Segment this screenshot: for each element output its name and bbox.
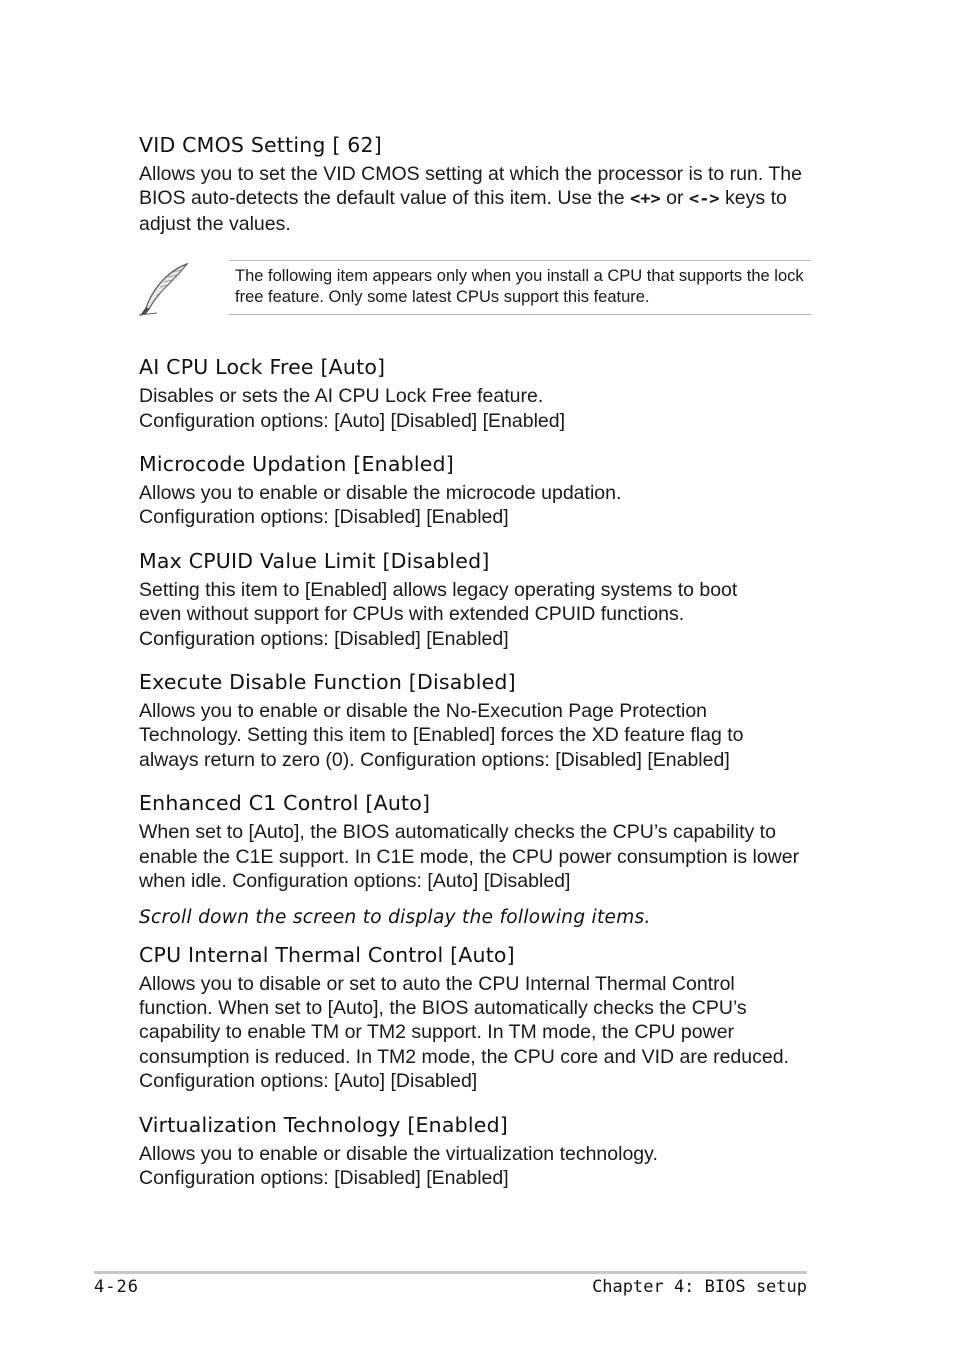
note-box bbox=[229, 260, 811, 315]
page-content bbox=[139, 128, 809, 1204]
section-virtualization-technology bbox=[139, 1108, 809, 1191]
footer-divider bbox=[94, 1271, 807, 1274]
section-title: Virtualization Technology [Enabled] bbox=[139, 1112, 508, 1137]
section-title: VID CMOS Setting [ 62] bbox=[139, 133, 382, 157]
section-line: Allows you to disable or set to auto the CPU Internal Thermal Control bbox=[139, 972, 735, 995]
section-ai-cpu-lock-free bbox=[139, 350, 809, 433]
section-line: Technology. Setting this item to [Enabled] forces the XD feature flag to bbox=[139, 724, 744, 747]
section-line: function. When set to [Auto], the BIOS automatically checks the CPU’s bbox=[139, 996, 747, 1019]
section-line: When set to [Auto], the BIOS automatically checks the CPU’s capability to bbox=[139, 821, 776, 844]
section-title: Execute Disable Function [Disabled] bbox=[139, 670, 516, 695]
scroll-note: Scroll down the screen to display the following items. bbox=[139, 906, 651, 928]
section-line: always return to zero (0). Configuration options: [Disabled] [Enabled] bbox=[139, 748, 730, 771]
plus-key: <+> bbox=[630, 189, 661, 210]
section-line: Configuration options: [Disabled] [Enabled] bbox=[139, 506, 509, 529]
section-line: Allows you to enable or disable the microcode updation. bbox=[139, 482, 622, 505]
section-line: enable the C1E support. In C1E mode, the CPU power consumption is lower bbox=[139, 845, 800, 868]
section-line: Configuration options: [Auto] [Disabled] bbox=[139, 1070, 478, 1093]
section-line: Setting this item to [Enabled] allows legacy operating systems to boot bbox=[139, 578, 738, 601]
chapter-title: Chapter 4: BIOS setup bbox=[592, 1277, 807, 1297]
note-text: The following item appears only when you install a CPU that supports the lock free feature. Only some latest CPUs support this feature. bbox=[235, 267, 804, 307]
description-part: keys to adjust the values. bbox=[139, 187, 787, 235]
section-vid-cmos-setting bbox=[139, 128, 809, 236]
section-title: CPU Internal Thermal Control [Auto] bbox=[139, 942, 515, 967]
minus-key: <-> bbox=[688, 189, 720, 210]
description-part: or bbox=[660, 187, 689, 210]
section-line: capability to enable TM or TM2 support. In TM mode, the CPU power bbox=[139, 1021, 735, 1044]
section-microcode-updation bbox=[139, 447, 809, 530]
section-line: Disables or sets the AI CPU Lock Free feature. bbox=[139, 385, 544, 408]
section-title: Microcode Updation [Enabled] bbox=[139, 452, 454, 477]
section-title: AI CPU Lock Free [Auto] bbox=[139, 355, 386, 380]
page-number: 4-26 bbox=[94, 1277, 139, 1297]
section-line: Allows you to enable or disable the virtualization technology. bbox=[139, 1142, 658, 1165]
feather-pen-icon bbox=[137, 262, 191, 316]
section-max-cpuid-value-limit bbox=[139, 544, 809, 651]
section-line: even without support for CPUs with extended CPUID functions. bbox=[139, 603, 685, 626]
section-line: Configuration options: [Disabled] [Enabled] bbox=[139, 627, 509, 650]
section-title: Max CPUID Value Limit [Disabled] bbox=[139, 548, 490, 573]
section-line: Allows you to enable or disable the No-Execution Page Protection bbox=[139, 700, 708, 723]
section-line: when idle. Configuration options: [Auto] [Disabled] bbox=[139, 870, 571, 893]
section-line: consumption is reduced. In TM2 mode, the CPU core and VID are reduced. bbox=[139, 1045, 789, 1068]
section-execute-disable-function bbox=[139, 665, 809, 772]
section-description bbox=[139, 162, 809, 236]
description-part: Allows you to set the VID CMOS setting at which the processor is to run. The BIOS auto-detects the default value of this item. Use the bbox=[139, 163, 802, 210]
section-line: Configuration options: [Auto] [Disabled] [Enabled] bbox=[139, 409, 566, 432]
section-line: Configuration options: [Disabled] [Enabled] bbox=[139, 1166, 509, 1189]
section-enhanced-c1-control bbox=[139, 786, 809, 893]
section-cpu-internal-thermal-control bbox=[139, 938, 809, 1094]
section-title: Enhanced C1 Control [Auto] bbox=[139, 791, 431, 816]
note-callout bbox=[139, 256, 809, 328]
